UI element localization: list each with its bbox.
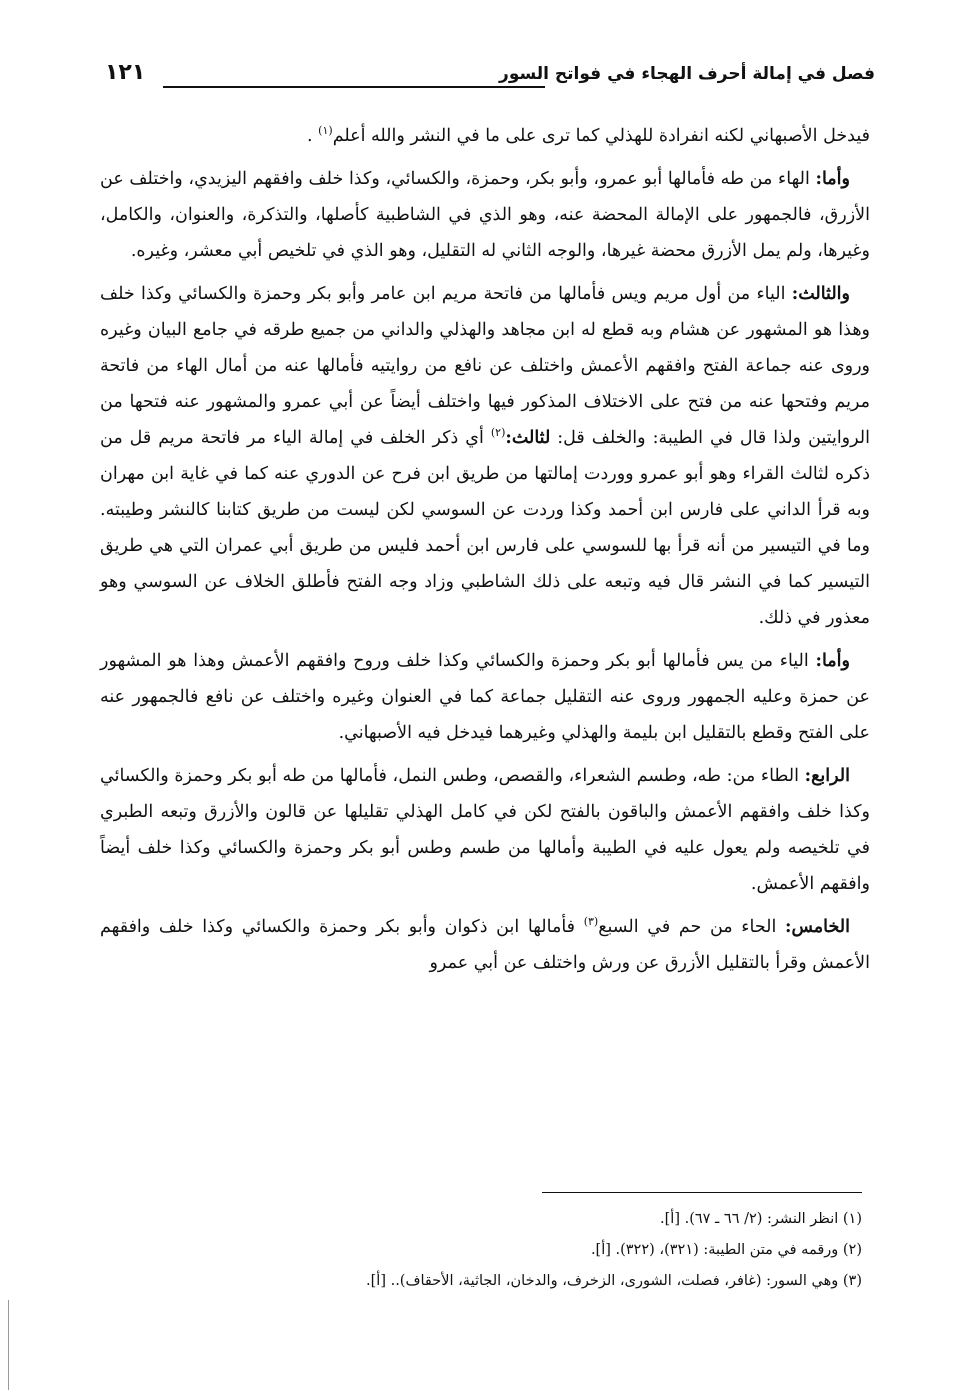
paragraph-text: الحاء من حم في السبع bbox=[598, 917, 777, 937]
paragraph-text: فيدخل الأصبهاني لكنه انفرادة للهذلي كما ترى على ما في النشر والله أعلم bbox=[332, 126, 870, 146]
running-header bbox=[105, 60, 875, 100]
paragraph-tail: . bbox=[307, 126, 313, 146]
paragraph-text: أي ذكر الخلف في إمالة الياء مر فاتحة مريم قل من ذكره لثالث القراء وهو أبو عمرو ووردت إمالتها من طريق ابن فرح عن الدوري عنه كما في غاية ابن مهران وبه قرأ الداني على فارس ابن أحمد وكذا وردت عن السوسي لكن ليست من طريق كتابنا كالنشر وطيبته. وما في التيسير من أنه قرأ بها للسوسي على فارس ابن أحمد فليس من طريق أبي عمران التي هي طريق التيسير كما في النشر قال فيه وتبعه على ذلك الشاطبي وزاد وجه الفتح فأطلق الخلاف عن السوسي وهو معذور في ذلك. bbox=[100, 428, 870, 628]
paragraph-label: الخامس: bbox=[785, 917, 850, 937]
footnote-ref: (٢) bbox=[490, 426, 506, 440]
paragraph-label: وأما: bbox=[815, 169, 850, 189]
paragraph bbox=[100, 758, 870, 902]
footnote: (٣) وهي السور: (غافر، فصلت، الشورى، الزخرف، والدخان، الجاثية، الأحقاف).. [أ]. bbox=[366, 1273, 862, 1289]
header-rule bbox=[163, 86, 545, 88]
paragraph bbox=[100, 161, 870, 269]
footnote: (١) انظر النشر: (٢/ ٦٦ ـ ٦٧). [أ]. bbox=[660, 1211, 862, 1227]
page-number: ١٢١ bbox=[105, 60, 146, 85]
footnote-ref: (٣) bbox=[583, 915, 599, 929]
footnotes bbox=[92, 1204, 862, 1297]
paragraph-label: وأما: bbox=[815, 651, 850, 671]
paragraph-text: الطاء من: طه، وطسم الشعراء، والقصص، وطس النمل، فأمالها من طه أبو بكر وحمزة والكسائي وكذا خلف وافقهم الأعمش والباقون بالفتح لكن في كامل الهذلي تقليلها عن قالون والأزرق وتبعه الطبري في تلخيصه ولم يعول عليه في الطيبة وأمالها من طسم وطس أبو بكر وحمزة والكسائي وكذا خلف أيضاً وافقهم الأعمش. bbox=[100, 766, 870, 894]
paragraph-text: الياء من أول مريم ويس فأمالها من فاتحة مريم ابن عامر وأبو بكر وحمزة والكسائي وكذا خلف وهذا هو المشهور عن هشام وبه قطع له ابن مجاهد والهذلي والداني من جميع طرقه في جامع البيان وغيره وروى عنه جماعة الفتح وافقهم الأعمش واختلف عن نافع من روايتيه فأمالها عنه من أمال الهاء من فاتحة مريم وفتحها عنه من فتح على الاختلاف المذكور فيها واختلف أيضاً عن أبي عمرو والمشهور عنه فتحها من الروايتين ولذا قال في الطيبة: والخلف قل: bbox=[100, 284, 870, 448]
footnote-rule bbox=[542, 1192, 862, 1193]
main-text bbox=[100, 118, 870, 988]
paragraph bbox=[100, 909, 870, 981]
paragraph-text: الهاء من طه فأمالها أبو عمرو، وأبو بكر، وحمزة، والكسائي، وكذا خلف وافقهم اليزيدي، واختلف عن الأزرق، فالجمهور على الإمالة المحضة عنه، وهو الذي في الشاطبية كأصلها، والتذكرة، والعنوان، والكامل، وغيرها، ولم يمل الأزرق محضة غيرها، والوجه الثاني له التقليل، وهو الذي في تلخيص أبي معشر، وغيره. bbox=[100, 169, 870, 261]
paragraph-label: الرابع: bbox=[804, 766, 850, 786]
paragraph-text: الياء من يس فأمالها أبو بكر وحمزة والكسائي وكذا خلف وروح وافقهم الأعمش وهذا هو المشهور عن حمزة وعليه الجمهور وروى عنه التقليل جماعة كما في العنوان وغيره واختلف عن نافع فالجمهور عنه على الفتح وقطع بالتقليل ابن بليمة والهذلي وغيرهما فيدخل فيه الأصبهاني. bbox=[100, 651, 870, 743]
paragraph-label: والثالث: bbox=[791, 284, 850, 304]
footnote-ref: (١) bbox=[318, 124, 333, 138]
header-title: فصل في إمالة أحرف الهجاء في فواتح السور bbox=[499, 64, 875, 84]
paragraph-tail: فأمالها ابن ذكوان وأبو بكر وحمزة والكسائي وكذا خلف وافقهم الأعمش وقرأ بالتقليل الأزرق عن ورش واختلف عن أبي عمرو bbox=[100, 917, 870, 973]
inline-label: لثالث: bbox=[505, 428, 551, 448]
paragraph bbox=[100, 643, 870, 751]
scan-margin-line bbox=[8, 1300, 9, 1390]
paragraph bbox=[100, 118, 870, 154]
footnote: (٢) ورقمه في متن الطيبة: (٣٢١)، (٣٢٢). [أ]. bbox=[590, 1242, 862, 1258]
paragraph bbox=[100, 276, 870, 636]
